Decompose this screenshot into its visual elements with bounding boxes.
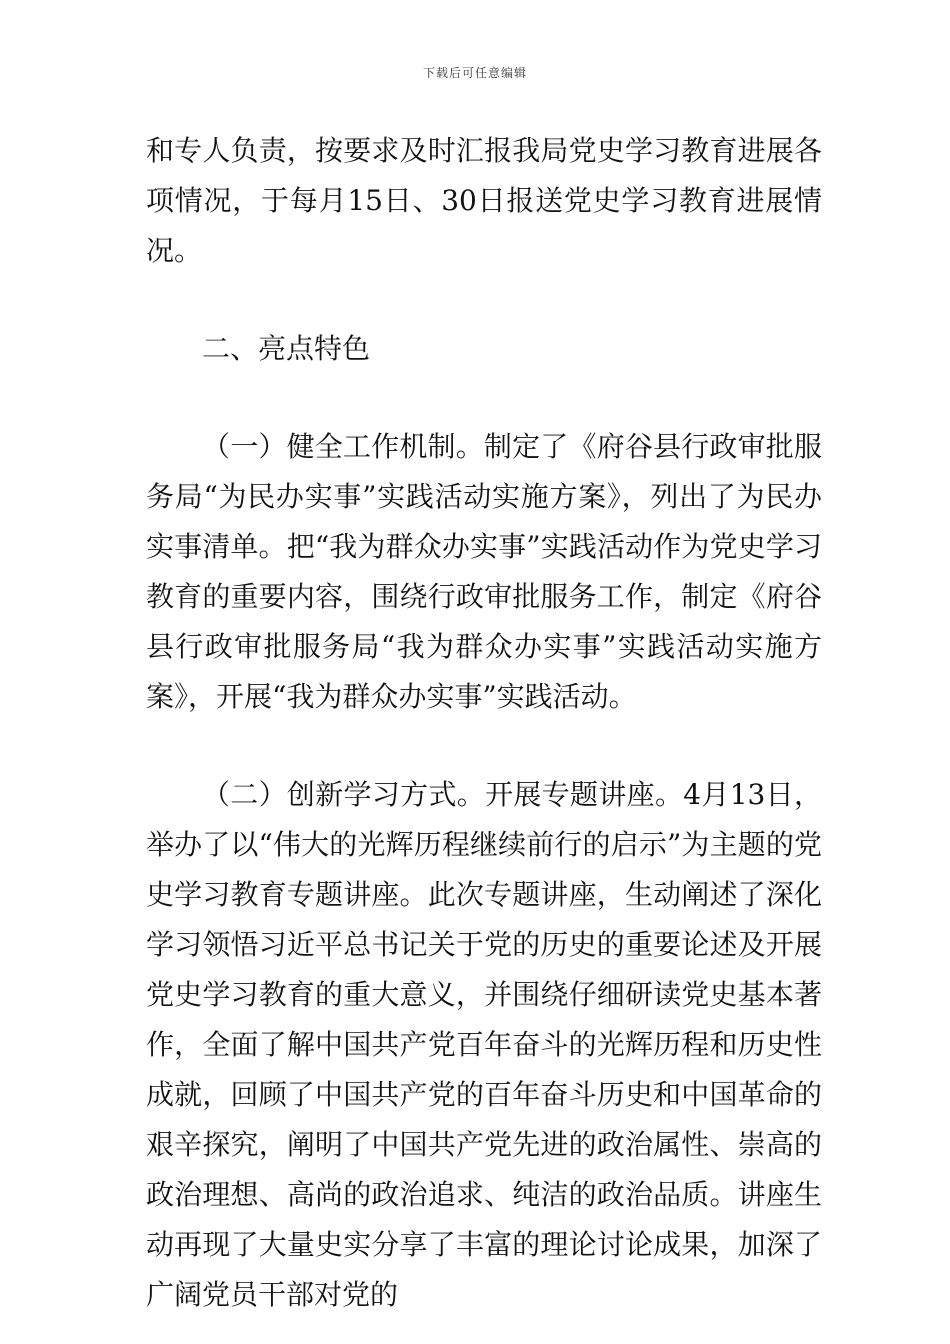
paragraph-intro-continued: 和专人负责，按要求及时汇报我局党史学习教育进展各项情况，于每月15日、30日报送党史学习教育进展情况。 xyxy=(146,134,822,267)
document-body xyxy=(146,126,822,1320)
section-heading: 二、亮点特色 xyxy=(202,332,371,365)
page-header-note: 下载后可任意编辑 xyxy=(422,66,527,80)
paragraph-point-one: （一）健全工作机制。制定了《府谷县行政审批服务局“为民办实事”实践活动实施方案》，列出了为民办实事清单。把“我为群众办实事”实践活动作为党史学习教育的重要内容，围绕行政审批服务工作，制定《府谷县行政审批服务局“我为群众办实事”实践活动实施方案》，开展“我为群众办实事”实践活动。 xyxy=(146,430,822,713)
paragraph-point-two: （二）创新学习方式。开展专题讲座。4月13日，举办了以“伟大的光辉历程继续前行的启示”为主题的党史学习教育专题讲座。此次专题讲座，生动阐述了深化学习领悟习近平总书记关于党的历史的重要论述及开展党史学习教育的重大意义，并围绕仔细研读党史基本著作，全面了解中国共产党百年奋斗的光辉历程和历史性成就，回顾了中国共产党的百年奋斗历史和中国革命的艰辛探究，阐明了中国共产党先进的政治属性、崇高的政治理想、高尚的政治追求、纯洁的政治品质。讲座生动再现了大量史实分享了丰富的理论讨论成果，加深了广阔党员干部对党的 xyxy=(146,778,822,1311)
